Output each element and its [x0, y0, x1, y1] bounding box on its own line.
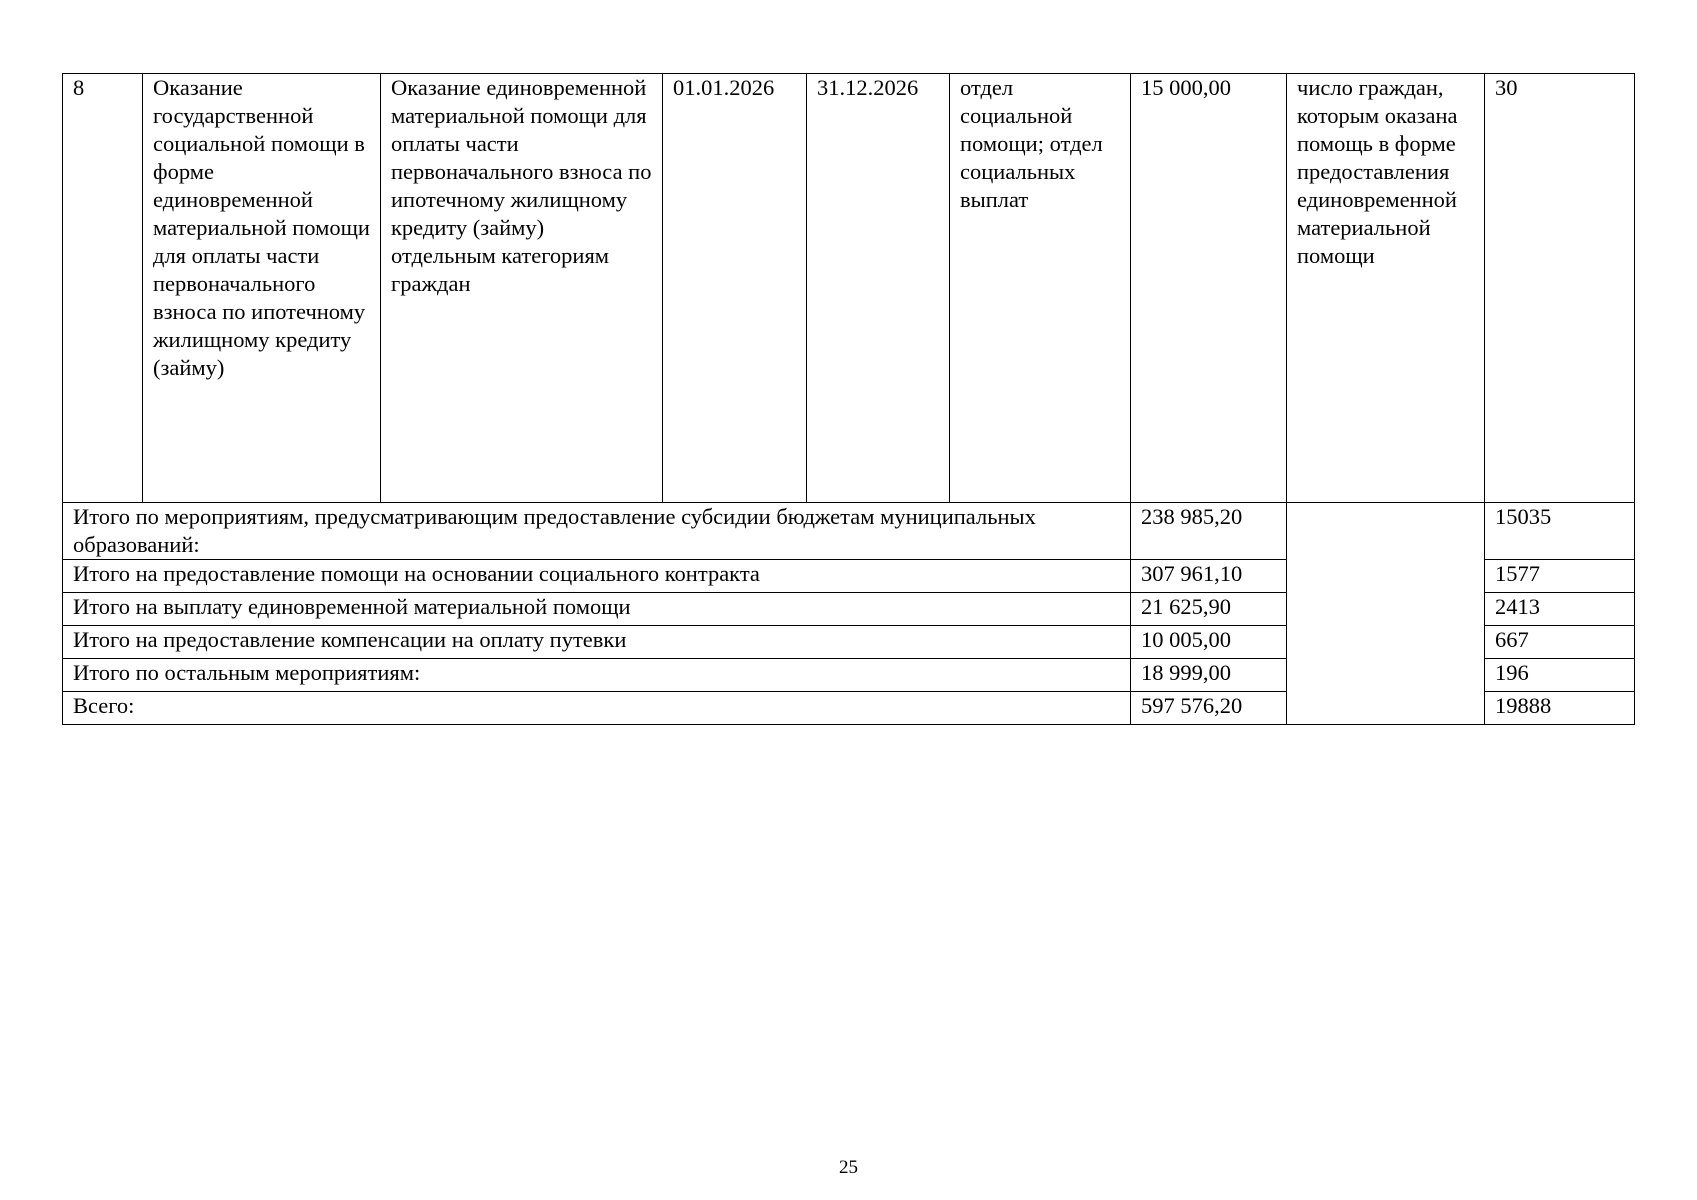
row-number-cell: 8 — [63, 74, 143, 503]
program-events-table — [62, 73, 1635, 725]
summary-indicator-empty-cell — [1287, 503, 1485, 725]
summary-amount-cell: 307 961,10 — [1131, 560, 1287, 593]
summary-amount-cell: 21 625,90 — [1131, 593, 1287, 626]
amount-cell: 15 000,00 — [1131, 74, 1287, 503]
start-date-cell: 01.01.2026 — [663, 74, 807, 503]
summary-label-cell: Итого по мероприятиям, предусматривающим предоставление субсидии бюджетам муниципальных образований: — [63, 503, 1131, 560]
total-amount-cell: 597 576,20 — [1131, 692, 1287, 725]
summary-amount-cell: 238 985,20 — [1131, 503, 1287, 560]
summary-value-cell: 15035 — [1485, 503, 1635, 560]
summary-row — [63, 503, 1635, 560]
page-number: 25 — [839, 1157, 858, 1178]
responsible-cell: отдел социальной помощи; отдел социальных выплат — [950, 74, 1131, 503]
summary-value-cell: 667 — [1485, 626, 1635, 659]
summary-label-cell: Итого на выплату единовременной материальной помощи — [63, 593, 1131, 626]
summary-amount-cell: 18 999,00 — [1131, 659, 1287, 692]
end-date-cell: 31.12.2026 — [807, 74, 950, 503]
summary-label-cell: Итого по остальным мероприятиям: — [63, 659, 1131, 692]
summary-amount-cell: 10 005,00 — [1131, 626, 1287, 659]
indicator-cell: число граждан, которым оказана помощь в форме предоставления единовременной материальной помощи — [1287, 74, 1485, 503]
summary-value-cell: 196 — [1485, 659, 1635, 692]
total-label-cell: Всего: — [63, 692, 1131, 725]
summary-value-cell: 2413 — [1485, 593, 1635, 626]
summary-label-cell: Итого на предоставление помощи на основании социального контракта — [63, 560, 1131, 593]
indicator-value-cell: 30 — [1485, 74, 1635, 503]
table-row — [63, 74, 1635, 503]
total-value-cell: 19888 — [1485, 692, 1635, 725]
event-description-cell: Оказание единовременной материальной помощи для оплаты части первоначального взноса по ипотечному жилищному кредиту (займу) отдельным категориям граждан — [381, 74, 663, 503]
summary-value-cell: 1577 — [1485, 560, 1635, 593]
summary-label-cell: Итого на предоставление компенсации на оплату путевки — [63, 626, 1131, 659]
event-name-cell: Оказание государственной социальной помощи в форме единовременной материальной помощи для оплаты части первоначального взноса по ипотечному жилищному кредиту (займу) — [143, 74, 381, 503]
